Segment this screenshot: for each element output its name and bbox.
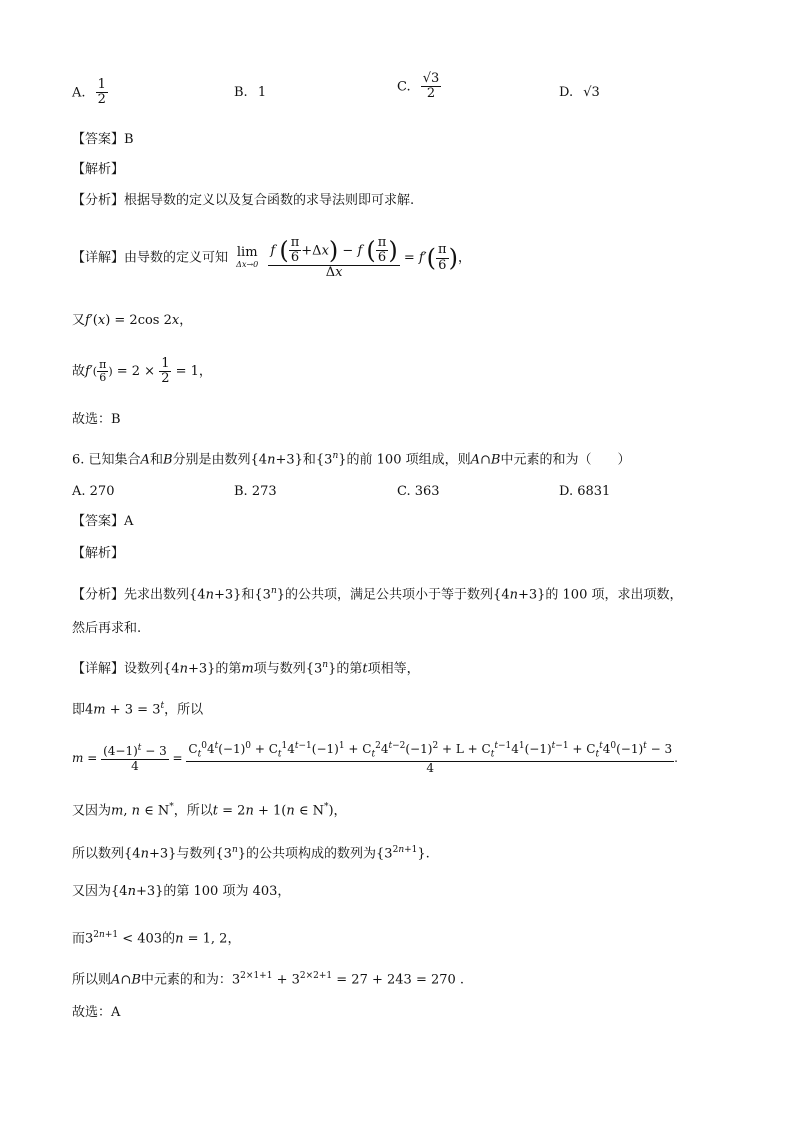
q6-stem: 6. 已知集合A和B分别是由数列{4n+3}和{3$^n$}的前 100 项组成，则A∩B中元素的和为（ ）	[72, 451, 631, 468]
q6-choice: 故选：A	[72, 1005, 121, 1020]
er-part: 的	[162, 931, 176, 947]
option-d-label: D.	[559, 85, 574, 100]
suoyi-part: 的公共项构成的数列为	[246, 846, 377, 862]
xj-part: 项相等，	[367, 661, 420, 677]
suoyi-part: 与数列	[176, 846, 216, 862]
option-c-numerator: √3	[422, 71, 440, 86]
q6-ji-line: 即$4m + 3 = 3^t$，所以	[72, 701, 204, 718]
q5-derivative-line: 又f′(x) = 2cos 2x，	[72, 313, 193, 328]
answer-tag: 【答案】	[72, 514, 125, 529]
q6-fenxi-line2: 然后再求和.	[72, 621, 142, 636]
q6-option-c: C. 363	[397, 484, 440, 499]
q5-result-line: 故f′( $\frac{\pi}{6}$ ) = 2 × $\frac{1}{2}$ = 1，	[72, 355, 212, 386]
xj-part: 设数列	[124, 661, 164, 677]
q6-sum-line: 所以则A∩B中元素的和为：$3^{2\times 1+1} + 3^{2\times 2+1} = 27 + 243 = 270$ .	[72, 971, 465, 988]
q6-youyin-line: 又因为m, n ∈ N*，所以t = 2n + 1(n ∈ N*)，	[72, 802, 347, 819]
option-c	[397, 72, 441, 102]
youyin2-part: 又因为	[72, 884, 112, 899]
ji-part: 即	[72, 702, 86, 718]
you-text: 又	[72, 313, 86, 328]
suoyize-part: 所以则	[72, 972, 112, 988]
q6-er-line: 而$3^{2n+1} < 403$的n = 1, 2，	[72, 930, 241, 947]
fenxi-tag: 【分析】	[72, 587, 125, 603]
suoyi-part: 所以数列	[72, 846, 125, 862]
stem-and-2: 和	[302, 452, 316, 468]
analysis-tag: 【解析】	[72, 546, 125, 561]
difference-quotient: f ( $\frac{\pi}{6}$ +Δx) − f ( $\frac{\pi}{6}$ ) Δx	[270, 234, 398, 281]
fenxi-part: 先求出数列	[124, 587, 190, 603]
q6-fenxi: 【分析】先求出数列{4n+3}和{3$^n$}的公共项，满足公共项小于等于数列{4n+3}的 100 项，求出项数，	[72, 586, 683, 603]
er-part: 而	[72, 931, 86, 947]
q6-youyin2-line: 又因为{4n+3}的第 100 项为 403，	[72, 884, 291, 899]
option-a-label: A.	[72, 85, 86, 101]
analysis-tag: 【解析】	[72, 162, 125, 177]
xj-part: 项与数列	[253, 661, 306, 677]
q5-xiangjie: 【详解】由导数的定义可知 lim Δx→0 f ( $\frac{\pi}{6}$ +Δx) − f ( $\frac{\pi}{6}$ ) Δx = f′( $\frac{\pi}{6}$ )，	[72, 234, 471, 281]
youyin2-part: 的第 100 项为 403，	[163, 884, 291, 899]
fenxi-text: 根据导数的定义以及复合函数的求导法则即可求解.	[124, 193, 415, 208]
stem-end: 中元素的和为（ ）	[500, 452, 631, 468]
q6-option-d: D. 6831	[559, 484, 611, 499]
choice-text: 故选：B	[72, 412, 121, 427]
fenxi-part: 和	[241, 587, 255, 603]
stem-prefix: 6. 已知集合	[72, 452, 141, 468]
q5-fenxi	[72, 191, 734, 211]
suoyize-part: 中元素的和为：	[140, 972, 232, 988]
xiangjie-tag: 【详解】	[72, 250, 125, 266]
stem-mid: 分别是由数列	[172, 452, 251, 468]
option-b	[234, 85, 266, 100]
youyin-part: ，所以	[173, 803, 213, 819]
answer-tag: 【答案】	[72, 132, 125, 147]
fenxi-part: 的公共项，满足公共项小于等于数列	[285, 587, 494, 603]
fenxi-tag: 【分析】	[72, 193, 125, 208]
q6-xiangjie: 【详解】设数列{4n+3}的第m项与数列{3$^n$}的第t项相等，	[72, 660, 420, 677]
youyin-part: 又因为	[72, 803, 112, 819]
limit-expression: lim Δx→0	[236, 245, 259, 269]
q6-answer	[72, 512, 734, 532]
xiangjie-tag: 【详解】	[72, 661, 125, 677]
option-a-numerator: 1	[97, 77, 106, 92]
q6-option-a: A. 270	[72, 484, 115, 499]
option-d-value: √3	[583, 85, 600, 100]
option-a-fraction	[96, 78, 108, 108]
xj-part: 的第	[215, 661, 242, 677]
stem-and-1: 和	[149, 452, 163, 468]
q6-option-b: B. 273	[234, 484, 277, 499]
option-b-label: B.	[234, 85, 248, 100]
q6-suoyi-line: 所以数列{4n+3}与数列{3$^n$}的公共项构成的数列为$\{3^{2n+1}\}$.	[72, 845, 430, 862]
q5-analysis-tag	[72, 160, 734, 180]
option-a	[72, 78, 108, 108]
gu-text: 故	[72, 364, 86, 379]
ji-part: ，所以	[164, 702, 204, 718]
option-c-label: C.	[397, 79, 411, 95]
option-c-fraction	[421, 72, 442, 102]
answer-value: B	[124, 132, 134, 147]
fenxi-part: 的 100 项，求出项数，	[545, 587, 683, 603]
q5-choice	[72, 410, 734, 430]
xj-part: 的第	[336, 661, 363, 677]
q5-answer	[72, 130, 734, 150]
option-d	[559, 85, 600, 100]
q6-binomial-expansion: m = $\frac{(4-1)^t - 3}{4}$ = $C_t^04^t(-1)^0 + C_t^14^{t-1}(-1)^1 + C_t^24^{t-2}(-1)^2 + L + C_t^{t-1}4^1(-1)^{t-1} + C_t^t4^0(-1)^t - 3$ 4 .	[72, 741, 678, 775]
option-a-denominator: 2	[97, 92, 106, 108]
option-b-value: 1	[257, 85, 267, 100]
xiangjie-text: 由导数的定义可知	[124, 250, 229, 266]
stem-mid-3: 的前 100 项组成，则	[346, 452, 471, 468]
answer-value: A	[124, 514, 134, 529]
option-c-denominator: 2	[426, 86, 436, 102]
q6-analysis-tag	[72, 544, 734, 564]
